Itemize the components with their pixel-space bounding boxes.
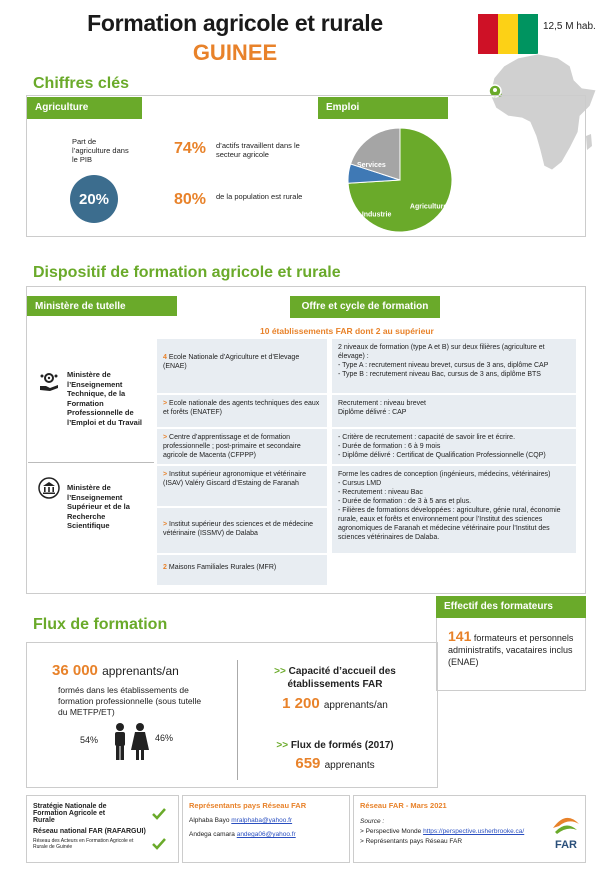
etablissements-header: 10 établissements FAR dont 2 au supérieur bbox=[260, 326, 434, 336]
reseau-national-label: Réseau national FAR (RAFARGUI) bbox=[33, 828, 146, 835]
offre-tab-label: Offre et cycle de formation bbox=[290, 296, 440, 318]
pie-label-agriculture: Agriculture bbox=[409, 203, 448, 211]
flux-title: Flux de formation bbox=[33, 616, 168, 633]
emploi-tab-label: Emploi bbox=[318, 97, 448, 119]
source-label: Source : bbox=[360, 818, 385, 825]
etablissement-issmv: > Institut supérieur des sciences et de médecine vétérinaire (ISSMV) de Dalaba bbox=[157, 508, 327, 553]
flux-formes-value: 659 apprenants bbox=[295, 755, 375, 772]
actifs-agricoles-value: 74% bbox=[174, 140, 207, 157]
pie-label-services: Services bbox=[356, 162, 386, 169]
man-woman-icon bbox=[108, 722, 153, 762]
strategie-nationale-label: Stratégie Nationale de Formation Agricole et Rurale bbox=[33, 803, 107, 824]
source-perspective: > Perspective Monde https://perspective.usherbrooke.ca/ bbox=[360, 828, 525, 835]
offre-enae: 2 niveaux de formation (type A et B) sur deux filières (agriculture et élevage) : - Type A : recrutement niveau brevet, cursus de 3 ans, diplôme CAP - Type B : recrutement niveau Bac, cursus de 3 ans, diplôme BTS bbox=[332, 339, 576, 393]
offre-superieur: Forme les cadres de conception (ingénieurs, médecins, vétérinaires) - Cursus LMD - Recrutement : niveau Bac - Durée de formation : de 3 à 5 ans et plus. - Filières de formations développées : agriculture, génie rural, économie rurale, eaux et forêts et environnement pour l’Institut des sciences agronomiques de Faranah et médecine vétérinaire pour l’Institut des sciences vétérinaires de Dalaba. bbox=[332, 466, 576, 553]
svg-text:FAR: FAR bbox=[555, 839, 577, 851]
apprenants-desc: formés dans les établissements de formation professionnelle (sous tutelle du METFP/ET) bbox=[58, 685, 202, 717]
offre-cfppp: - Critère de recrutement : capacité de savoir lire et écrire. - Durée de formation : 6 à 9 mois - Diplôme délivré : Certificat de Qualification Professionnelle (CQP) bbox=[332, 429, 576, 464]
ministere-divider bbox=[28, 462, 154, 463]
flux-divider bbox=[237, 660, 238, 780]
source-perspective-link[interactable]: https://perspective.usherbrooke.ca/ bbox=[423, 828, 525, 835]
apprenants-value: 36 000 apprenants/an bbox=[52, 662, 179, 679]
emploi-pie-chart bbox=[345, 125, 455, 235]
etablissement-enatef: > Ecole nationale des agents techniques des eaux et forêts (ENATEF) bbox=[157, 395, 327, 427]
gear-hand-icon bbox=[38, 370, 60, 392]
flux-formes-label: >> Flux de formés (2017) bbox=[276, 740, 394, 751]
pct-hommes: 54% bbox=[80, 735, 99, 745]
etablissement-cfppp: > Centre d’apprentissage et de formation professionnelle ; post-primaire et secondaire agricole de Macenta (CFPPP) bbox=[157, 429, 327, 464]
capacite-label: >> Capacité d’accueil des établissements FAR bbox=[274, 666, 396, 690]
population-label: 12,5 M hab. bbox=[543, 21, 596, 32]
agriculture-tab-label: Agriculture bbox=[27, 97, 142, 119]
checkmark-icon bbox=[152, 808, 166, 820]
capacite-value: 1 200 apprenants/an bbox=[282, 695, 388, 712]
effectif-tab-label: Effectif des formateurs bbox=[436, 596, 586, 618]
page-title: Formation agricole et rurale bbox=[87, 10, 383, 36]
effectif-text: 141 formateurs et personnels administratifs, vacataires inclus (ENAE) bbox=[448, 628, 574, 667]
population-rurale-desc: de la population est rurale bbox=[216, 192, 303, 201]
pib-label: Part de l’agriculture dans le PIB bbox=[72, 137, 129, 164]
representant-2: Andega camara andega06@yahoo.fr bbox=[189, 831, 296, 838]
institution-building-icon bbox=[38, 477, 60, 499]
population-rurale-value: 80% bbox=[174, 191, 207, 208]
etablissement-enae: 4 Ecole Nationale d’Agriculture et d’Elevage (ENAE) bbox=[157, 339, 327, 393]
guinea-flag-icon bbox=[478, 14, 538, 54]
dispositif-title: Dispositif de formation agricole et rurale bbox=[33, 264, 341, 281]
ministere-superieur: Ministère de l’Enseignement Supérieur et de la Recherche Scientifique bbox=[67, 483, 130, 530]
representants-title: Représentants pays Réseau FAR bbox=[189, 801, 307, 810]
etablissement-mfr: 2 Maisons Familiales Rurales (MFR) bbox=[157, 555, 327, 585]
ministere-technique: Ministère de l’Enseignement Technique, de la Formation Professionnelle de l’Emploi et du Travail bbox=[67, 370, 143, 427]
reseau-far-date: Réseau FAR - Mars 2021 bbox=[360, 801, 447, 810]
source-representants: > Représentants pays Réseau FAR bbox=[360, 838, 463, 845]
representant-2-email[interactable]: andega06@yahoo.fr bbox=[236, 831, 296, 838]
far-logo-icon bbox=[549, 806, 583, 854]
actifs-agricoles-desc: d’actifs travaillent dans le secteur agricole bbox=[216, 141, 300, 159]
pie-label-industrie: Industrie bbox=[361, 211, 392, 219]
checkmark-icon bbox=[152, 838, 166, 850]
country-name: GUINEE bbox=[192, 40, 278, 65]
pct-femmes: 46% bbox=[155, 733, 174, 743]
pib-value-circle: 20% bbox=[70, 175, 118, 223]
reseau-national-desc: Réseau des Acteurs en Formation Agricole et Rurale de Guinée bbox=[33, 838, 134, 850]
offre-enatef: Recrutement : niveau brevet Diplôme délivré : CAP bbox=[332, 395, 576, 427]
etablissement-isav: > Institut supérieur agronomique et vétérinaire (ISAV) Valéry Giscard d’Estaing de Faranah bbox=[157, 466, 327, 506]
representant-1: Alphaba Bayo mralphaba@yahoo.fr bbox=[189, 817, 293, 824]
ministere-tab-label: Ministère de tutelle bbox=[27, 296, 177, 316]
representant-1-email[interactable]: mralphaba@yahoo.fr bbox=[231, 817, 293, 824]
chiffres-cles-title: Chiffres clés bbox=[33, 75, 130, 92]
